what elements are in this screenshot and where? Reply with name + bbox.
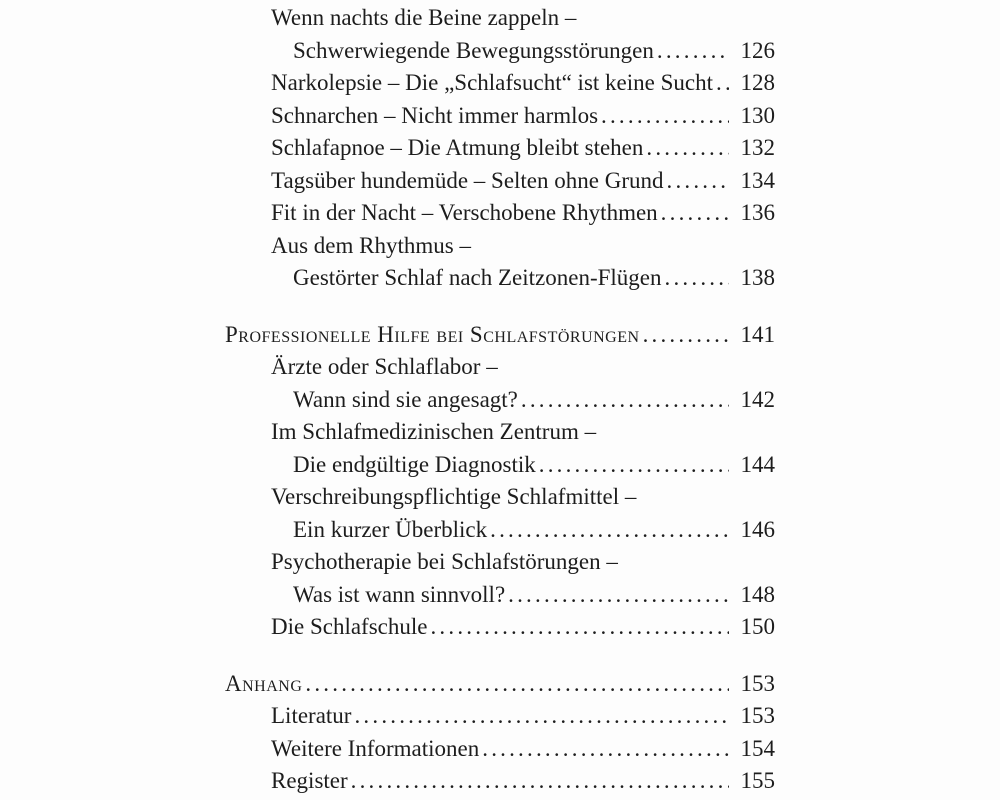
toc-entry <box>225 351 775 384</box>
toc-page-number: 153 <box>740 703 775 728</box>
dot-leader <box>643 319 729 352</box>
dot-leader <box>482 733 729 766</box>
toc-page-number: 154 <box>740 735 775 761</box>
toc-entry <box>225 230 775 263</box>
toc-entry-title: Literatur <box>271 703 352 728</box>
toc-entry-title: Was ist wann sinnvoll? <box>293 581 506 607</box>
toc-entry-title: Narkolepsie – Die „Schlafsucht“ ist keine Sucht <box>271 70 713 95</box>
toc-entry <box>225 35 775 68</box>
toc-page-number: 134 <box>740 167 775 193</box>
toc-section-heading <box>225 319 775 352</box>
toc-entry-title: Weitere Informationen <box>271 735 480 761</box>
dot-leader <box>657 35 729 68</box>
toc-entry <box>225 481 775 514</box>
toc-entry-title: Schlafapnoe – Die Atmung bleibt stehen <box>271 135 644 160</box>
toc-page-number: 153 <box>740 670 775 696</box>
dot-leader <box>661 197 729 230</box>
toc-section-title: Anhang <box>225 670 303 696</box>
toc-entry-title: Verschreibungspflichtige Schlafmittel – <box>271 484 637 509</box>
toc-entry-title: Schwerwiegende Bewegungsstörungen <box>293 37 654 63</box>
toc-entry-title: Wenn nachts die Beine zappeln – <box>271 5 577 30</box>
toc-entry <box>225 262 775 295</box>
toc-page-number: 144 <box>740 451 775 477</box>
dot-leader <box>716 67 729 100</box>
toc-entry-title: Schnarchen – Nicht immer harmlos <box>271 102 599 128</box>
toc-entry-title: Gestörter Schlaf nach Zeitzonen-Flügen <box>293 265 662 290</box>
toc-entry <box>225 197 775 230</box>
toc-page-number: 130 <box>740 102 775 128</box>
toc-page-number: 126 <box>740 37 775 63</box>
toc-page-number: 142 <box>740 386 775 412</box>
toc-entry <box>225 700 775 733</box>
toc-entry-title: Wann sind sie angesagt? <box>293 386 518 412</box>
dot-leader <box>667 165 730 198</box>
toc-entry <box>225 449 775 482</box>
toc-page-number: 148 <box>740 581 775 607</box>
toc-entry-title: Die endgültige Diagnostik <box>293 451 536 477</box>
toc-entry <box>225 2 775 35</box>
toc-page-number: 132 <box>740 135 775 160</box>
dot-leader <box>521 384 729 417</box>
toc-entry <box>225 514 775 547</box>
toc-entry <box>225 100 775 133</box>
dot-leader <box>490 514 729 547</box>
toc-entry-title: Ärzte oder Schlaflabor – <box>271 354 498 379</box>
toc-entry-title: Die Schlafschule <box>271 614 428 639</box>
toc-entry-title: Tagsüber hundemüde – Selten ohne Grund <box>271 167 664 193</box>
toc-page-number: 146 <box>740 516 775 542</box>
dot-leader <box>430 611 729 644</box>
toc-entry-title: Register <box>271 768 348 793</box>
toc-section-title: Professionelle Hilfe bei Schlafstörungen <box>225 321 640 347</box>
toc-entry <box>225 165 775 198</box>
toc-entry <box>225 611 775 644</box>
toc-entry <box>225 416 775 449</box>
toc-entry <box>225 384 775 417</box>
toc-page-number: 138 <box>740 265 775 290</box>
dot-leader <box>646 132 729 165</box>
toc-entry <box>225 579 775 612</box>
toc-entry-title: Fit in der Nacht – Verschobene Rhythmen <box>271 200 658 225</box>
toc-entry-title: Psychotherapie bei Schlafstörungen – <box>271 549 618 574</box>
toc-page-number: 141 <box>740 321 775 347</box>
dot-leader <box>351 765 729 798</box>
toc-entry-title: Im Schlafmedizinischen Zentrum – <box>271 419 597 444</box>
dot-leader <box>508 579 729 612</box>
dot-leader <box>539 449 729 482</box>
toc-page-number: 136 <box>740 200 775 225</box>
toc-entry <box>225 733 775 766</box>
toc-section-heading <box>225 668 775 701</box>
toc-entry-title: Aus dem Rhythmus – <box>271 232 471 258</box>
toc-page-number: 128 <box>740 70 775 95</box>
toc-entry <box>225 67 775 100</box>
toc-entry <box>225 132 775 165</box>
dot-leader <box>601 100 729 133</box>
toc-entry <box>225 546 775 579</box>
toc-page-number: 155 <box>740 768 775 793</box>
dot-leader <box>305 668 729 701</box>
toc-page-number: 150 <box>740 614 775 639</box>
toc-entry <box>225 765 775 798</box>
toc-entry-title: Ein kurzer Überblick <box>293 516 488 542</box>
dot-leader <box>665 262 729 295</box>
dot-leader <box>354 700 729 733</box>
